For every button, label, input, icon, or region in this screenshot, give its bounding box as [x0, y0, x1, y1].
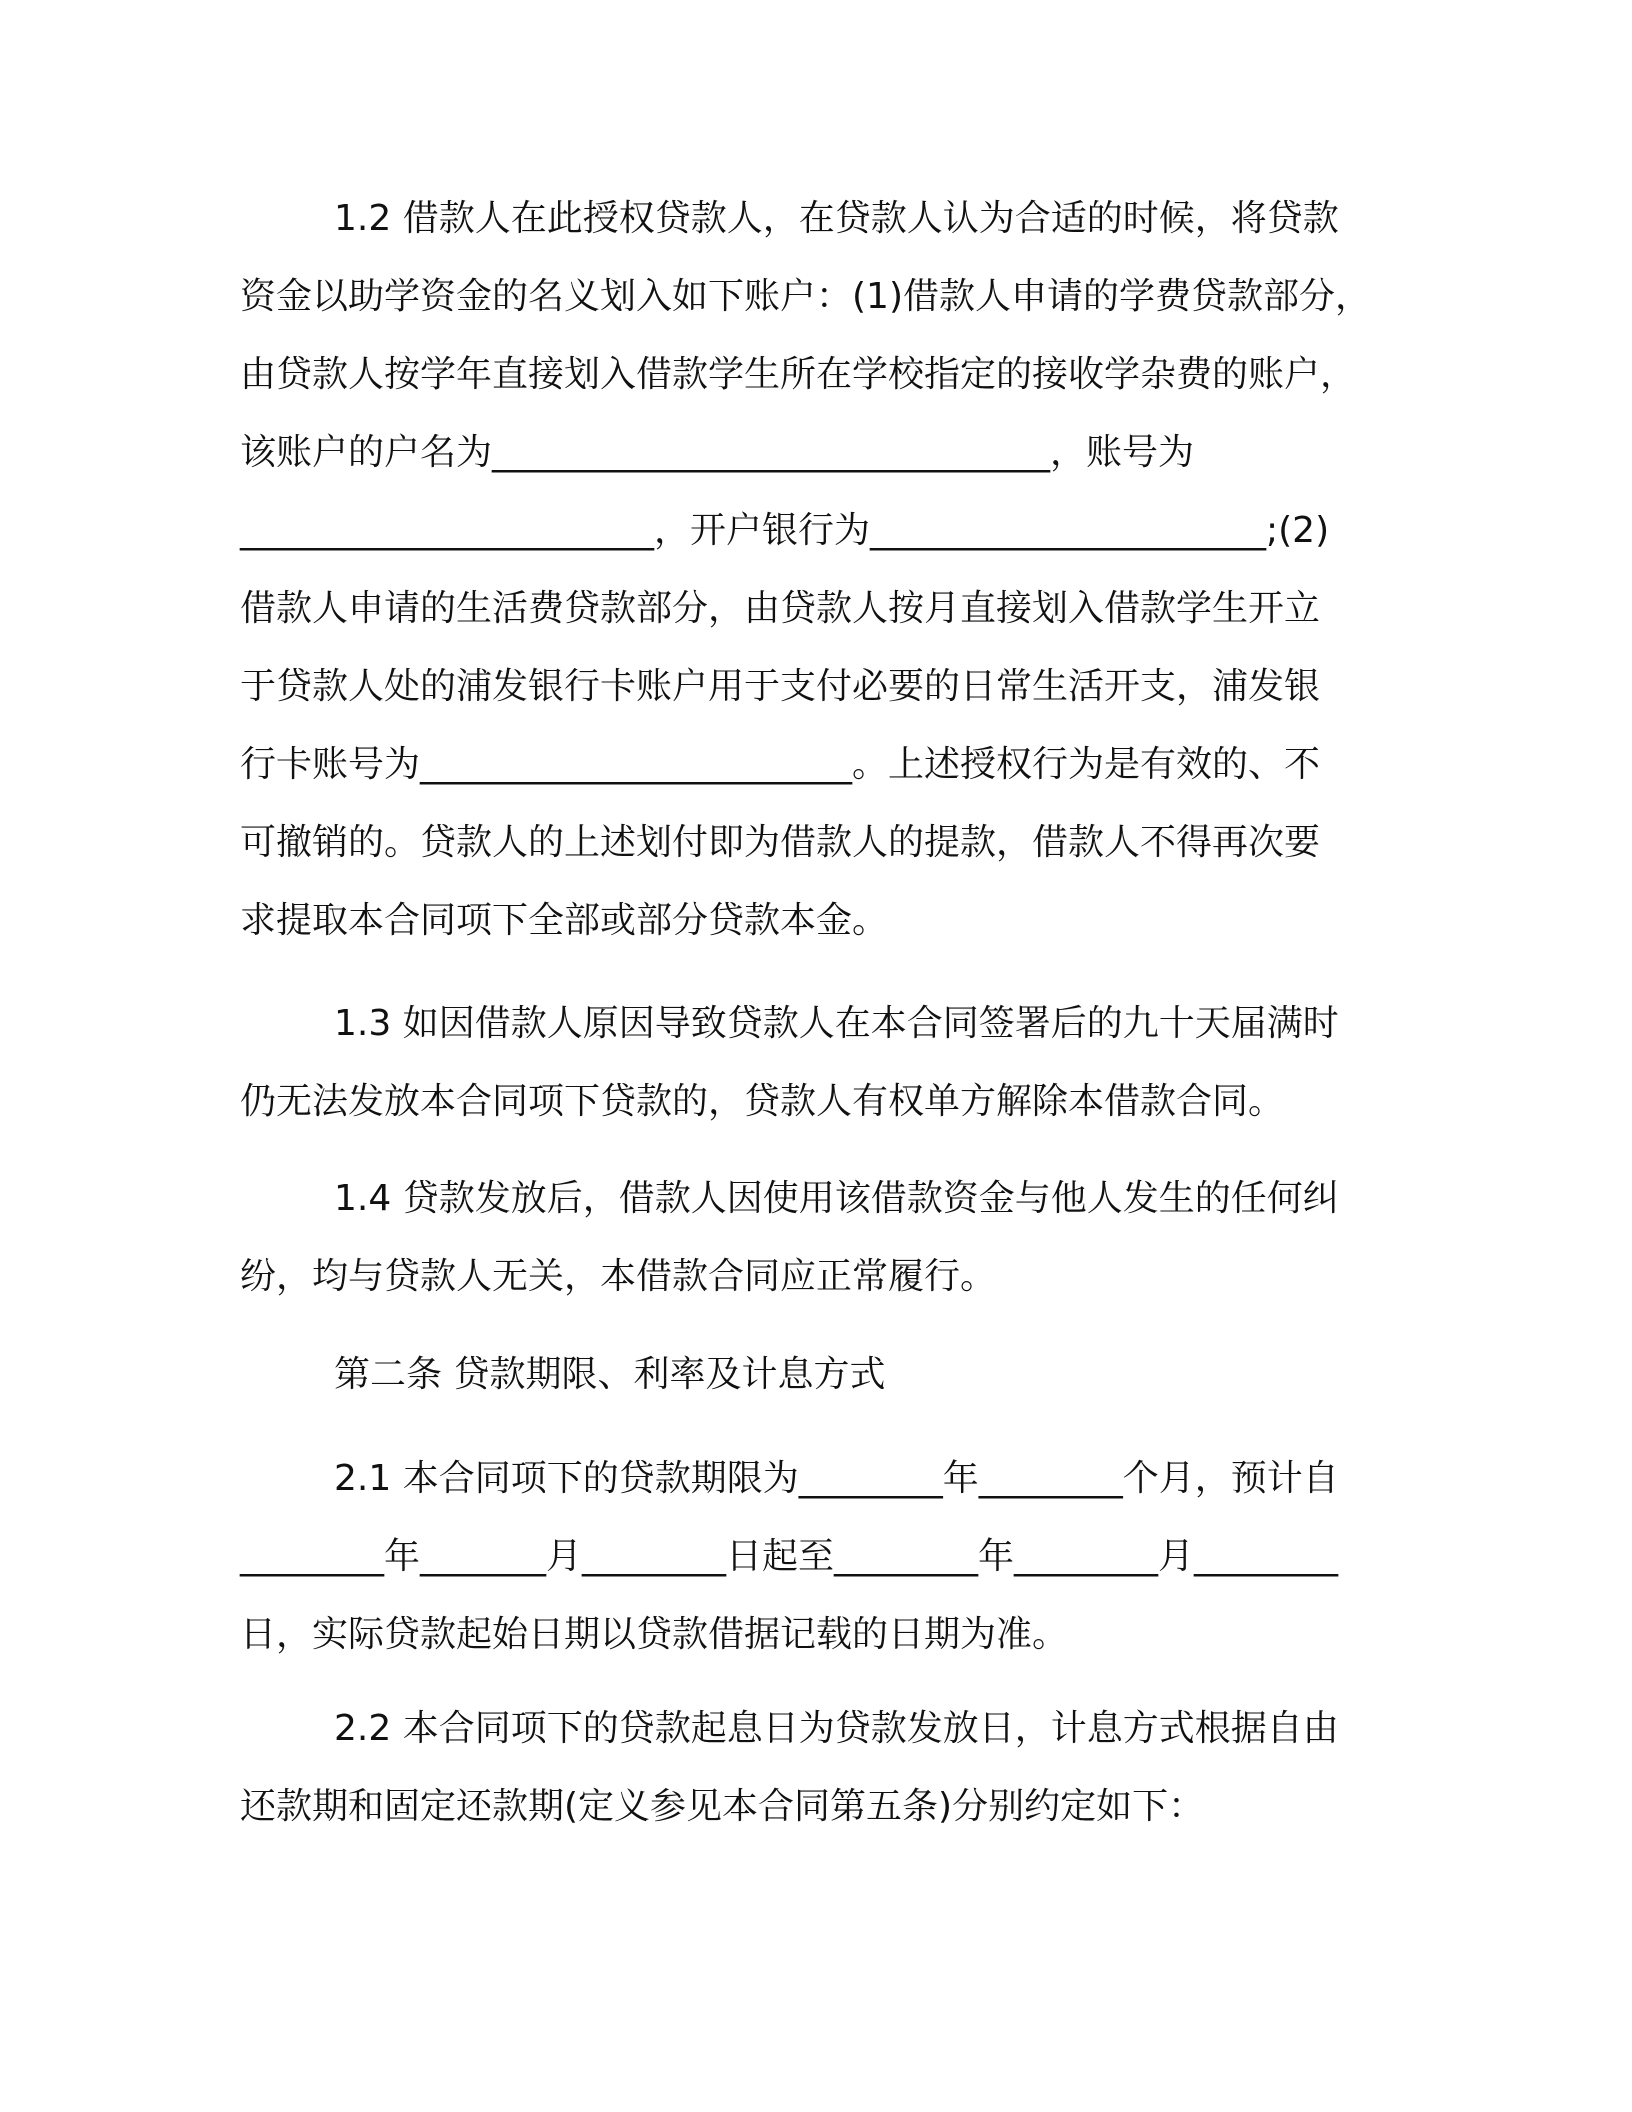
text-line: 由贷款人按学年直接划入借款学生所在学校指定的接收学杂费的账户， [240, 354, 1357, 395]
text-line: 仍无法发放本合同项下贷款的，贷款人有权单方解除本借款合同。 [240, 1081, 1285, 1122]
text-line: 2.2 本合同项下的贷款起息日为贷款发放日，计息方式根据自由 [334, 1708, 1339, 1749]
text-line: 1.2 借款人在此授权贷款人，在贷款人认为合适的时候，将贷款 [334, 198, 1339, 239]
text-line: 该账户的户名为_______________________________，账号为 [240, 432, 1195, 473]
text-line: 2.1 本合同项下的贷款期限为________年________个月，预计自 [334, 1458, 1339, 1499]
clause-1-2-paragraph [240, 180, 1390, 960]
text-line: 1.3 如因借款人原因导致贷款人在本合同签署后的九十天届满时 [334, 1003, 1339, 1044]
clause-2-1-paragraph [240, 1440, 1390, 1674]
text-line: 纷，均与贷款人无关，本借款合同应正常履行。 [240, 1256, 997, 1297]
text-line: 行卡账号为________________________。上述授权行为是有效的、不 [240, 744, 1321, 785]
clause-2-2-paragraph [240, 1690, 1390, 1846]
clause-1-3-paragraph [240, 985, 1390, 1141]
section-heading: 第二条 贷款期限、利率及计息方式 [334, 1354, 886, 1395]
text-line: 于贷款人处的浦发银行卡账户用于支付必要的日常生活开支，浦发银 [240, 666, 1321, 707]
text-line: 1.4 贷款发放后，借款人因使用该借款资金与他人发生的任何纠 [334, 1178, 1339, 1219]
clause-1-4-paragraph [240, 1160, 1390, 1316]
text-line: _______________________，开户银行为______________________;(2) [240, 510, 1330, 551]
text-line: 借款人申请的生活费贷款部分，由贷款人按月直接划入借款学生开立 [240, 588, 1321, 629]
text-line: ________年_______月________日起至________年________月________ [240, 1536, 1338, 1577]
text-line: 日，实际贷款起始日期以贷款借据记载的日期为准。 [240, 1614, 1069, 1655]
text-line: 还款期和固定还款期(定义参见本合同第五条)分别约定如下： [240, 1786, 1205, 1827]
text-line: 求提取本合同项下全部或部分贷款本金。 [240, 900, 889, 941]
article-2-heading [240, 1336, 1390, 1414]
text-line: 资金以助学资金的名义划入如下账户：(1)借款人申请的学费贷款部分， [240, 276, 1371, 317]
text-line: 可撤销的。贷款人的上述划付即为借款人的提款，借款人不得再次要 [240, 822, 1321, 863]
